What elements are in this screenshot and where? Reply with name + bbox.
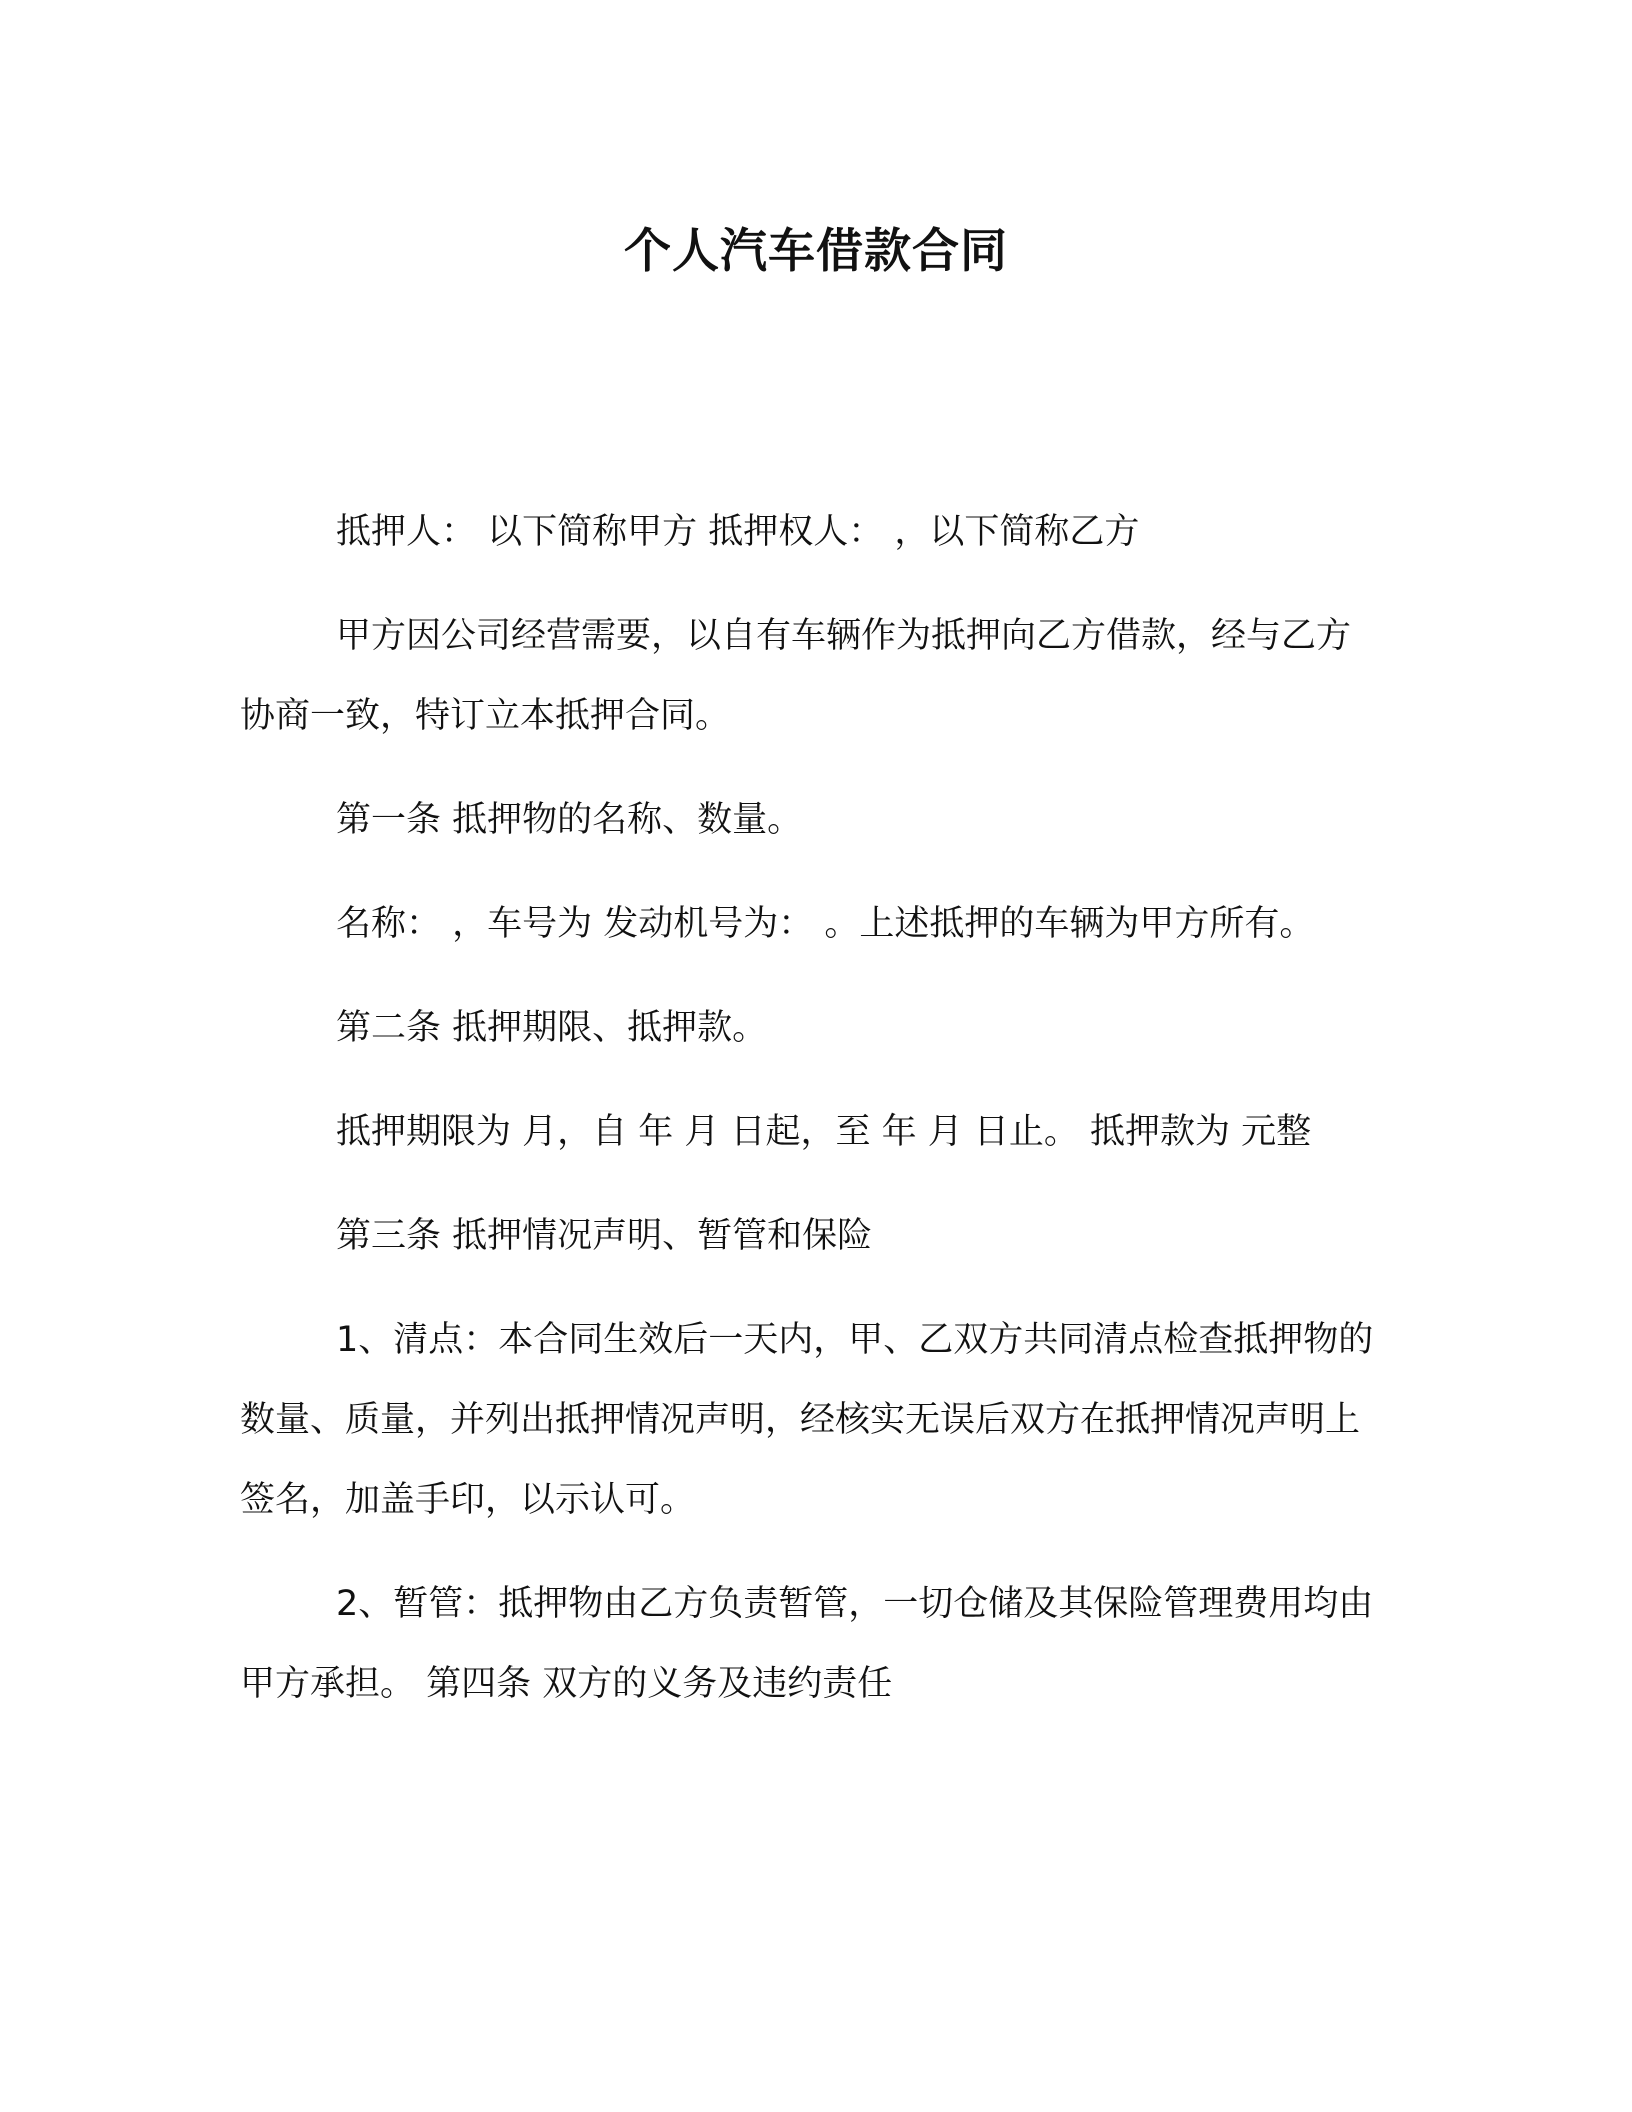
article-3-heading: 第三条 抵押情况声明、暂管和保险 (336, 1216, 873, 1256)
paragraph-inventory: 1、清点：本合同生效后一天内，甲、乙双方共同清点检查抵押物的数量、质量，并列出抵押情况声明，经核实无误后双方在抵押情况声明上签名，加盖手印，以示认可。 (240, 1320, 1374, 1520)
document-title: 个人汽车借款合同 (624, 224, 1008, 279)
paragraph-term-amount: 抵押期限为 月，自 年 月 日起，至 年 月 日止。 抵押款为 元整 (336, 1112, 1312, 1152)
document-body (240, 492, 1378, 1748)
paragraph-custody: 2、暂管：抵押物由乙方负责暂管，一切仓储及其保险管理费用均由甲方承担。 第四条 双方的义务及违约责任 (240, 1584, 1374, 1704)
paragraph-parties: 抵押人： 以下简称甲方 抵押权人： ，以下简称乙方 (336, 512, 1140, 552)
article-1-heading: 第一条 抵押物的名称、数量。 (336, 800, 803, 840)
paragraph-purpose: 甲方因公司经营需要，以自有车辆作为抵押向乙方借款，经与乙方协商一致，特订立本抵押合同。 (240, 616, 1352, 736)
article-2-heading: 第二条 抵押期限、抵押款。 (336, 1008, 768, 1048)
paragraph-vehicle-info: 名称： ，车号为 发动机号为： 。上述抵押的车辆为甲方所有。 (336, 904, 1315, 944)
